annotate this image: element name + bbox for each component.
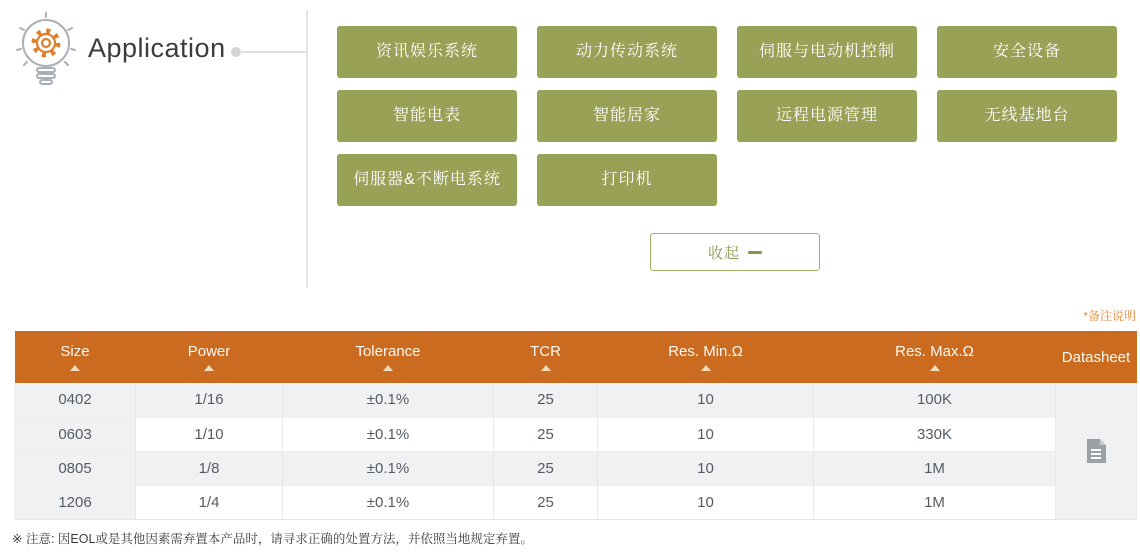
datasheet-document-icon[interactable] <box>1085 438 1107 464</box>
app-button-smart-meter[interactable]: 智能电表 <box>337 90 517 142</box>
column-header-power[interactable] <box>136 331 283 383</box>
collapse-button[interactable] <box>650 233 820 271</box>
cell-tcr: 25 <box>494 417 598 451</box>
minus-icon <box>748 251 762 254</box>
cell-tolerance: ±0.1% <box>283 417 494 451</box>
app-button-servo-motor[interactable]: 伺服与电动机控制 <box>737 26 917 78</box>
column-label: Tolerance <box>355 343 421 360</box>
cell-power: 1/10 <box>136 417 283 451</box>
datasheet-cell[interactable] <box>1056 383 1137 519</box>
eol-footnote: ※ 注意: 因EOL或是其他因素需弃置本产品时，请寻求正确的处置方法，并依照当地规定弃置。 <box>12 532 533 546</box>
app-button-powertrain[interactable]: 动力传动系统 <box>537 26 717 78</box>
sort-up-icon <box>70 365 80 371</box>
cell-res-min: 10 <box>598 383 814 417</box>
cell-res-min: 10 <box>598 451 814 485</box>
cell-tolerance: ±0.1% <box>283 485 494 519</box>
lightbulb-gear-icon <box>12 10 80 96</box>
cell-power: 1/8 <box>136 451 283 485</box>
remarks-link[interactable]: *备注说明 <box>1083 309 1136 323</box>
page-title: Application <box>88 33 226 63</box>
section-divider-line <box>306 10 308 287</box>
cell-res-max: 330K <box>814 417 1056 451</box>
column-label: Power <box>187 343 231 360</box>
cell-power: 1/4 <box>136 485 283 519</box>
sort-up-icon <box>930 365 940 371</box>
table-row <box>15 485 1137 519</box>
connector-horizontal-line <box>240 51 307 53</box>
column-header-size[interactable] <box>15 331 136 383</box>
column-header-tolerance[interactable] <box>283 331 494 383</box>
table-header-row <box>15 331 1137 383</box>
cell-res-min: 10 <box>598 485 814 519</box>
table-row <box>15 451 1137 485</box>
sort-up-icon <box>204 365 214 371</box>
sort-up-icon <box>701 365 711 371</box>
app-button-printer[interactable]: 打印机 <box>537 154 717 206</box>
app-button-server-ups[interactable]: 伺服器&不断电系统 <box>337 154 517 206</box>
column-label: Res. Min.Ω <box>668 343 743 360</box>
column-label: Datasheet <box>1061 348 1131 366</box>
cell-tolerance: ±0.1% <box>283 451 494 485</box>
column-label: Size <box>60 343 90 360</box>
column-header-res-min[interactable] <box>598 331 814 383</box>
app-button-security[interactable]: 安全设备 <box>937 26 1117 78</box>
sort-up-icon <box>541 365 551 371</box>
table-row <box>15 417 1137 451</box>
app-button-infotainment[interactable]: 资讯娱乐系统 <box>337 26 517 78</box>
cell-tcr: 25 <box>494 383 598 417</box>
cell-power: 1/16 <box>136 383 283 417</box>
cell-res-min: 10 <box>598 417 814 451</box>
app-button-smart-home[interactable]: 智能居家 <box>537 90 717 142</box>
column-header-datasheet <box>1056 331 1137 383</box>
column-header-res-max[interactable] <box>814 331 1056 383</box>
app-button-wireless-base[interactable]: 无线基地台 <box>937 90 1117 142</box>
cell-tcr: 25 <box>494 451 598 485</box>
column-label: TCR <box>530 343 561 360</box>
app-button-remote-power[interactable]: 远程电源管理 <box>737 90 917 142</box>
table-row <box>15 383 1137 417</box>
cell-res-max: 100K <box>814 383 1056 417</box>
cell-res-max: 1M <box>814 451 1056 485</box>
cell-size: 0402 <box>15 383 136 417</box>
cell-tolerance: ±0.1% <box>283 383 494 417</box>
cell-size: 1206 <box>15 485 136 519</box>
collapse-label: 收起 <box>707 244 740 262</box>
application-button-grid <box>337 26 1137 218</box>
cell-tcr: 25 <box>494 485 598 519</box>
spec-table <box>14 331 1136 520</box>
column-label: Res. Max.Ω <box>895 343 974 360</box>
sort-up-icon <box>383 365 393 371</box>
cell-size: 0805 <box>15 451 136 485</box>
cell-size: 0603 <box>15 417 136 451</box>
cell-res-max: 1M <box>814 485 1056 519</box>
column-header-tcr[interactable] <box>494 331 598 383</box>
